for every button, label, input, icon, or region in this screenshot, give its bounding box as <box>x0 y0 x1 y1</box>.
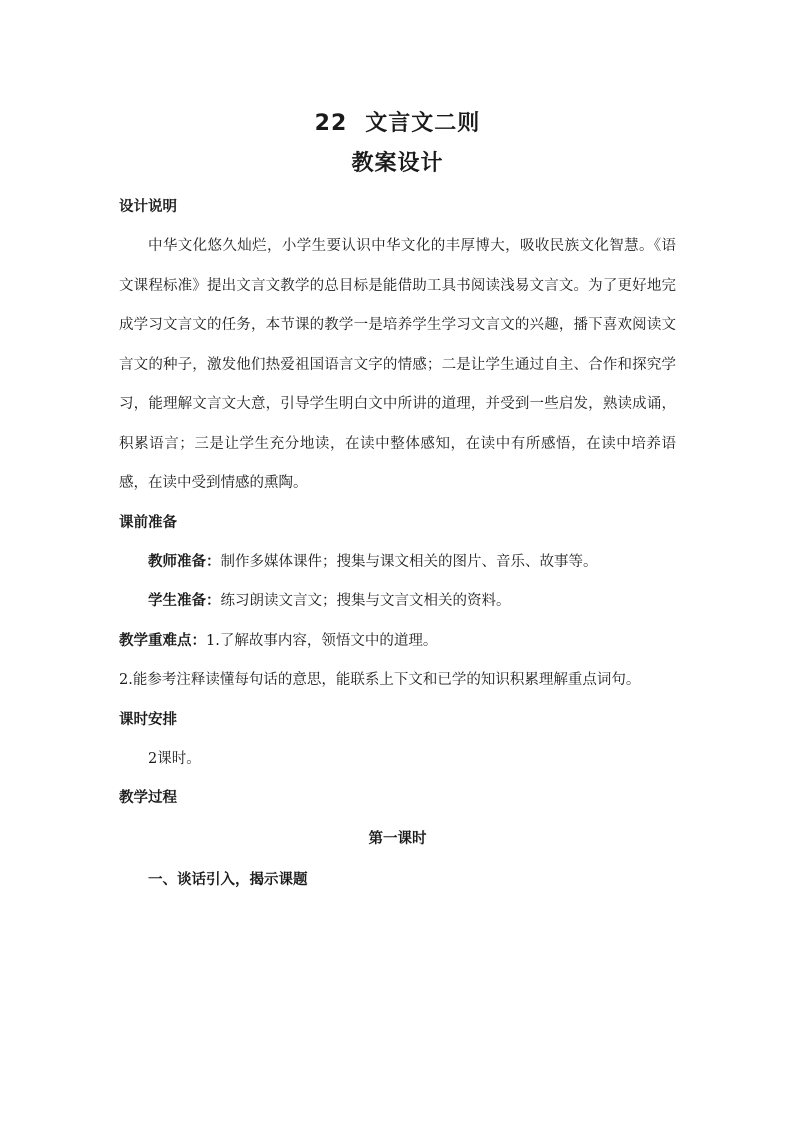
key-point-2: 2.能参考注释读懂每句话的意思，能联系上下文和已学的知识积累理解重点词句。 <box>119 672 641 688</box>
student-preparation <box>119 582 676 622</box>
teacher-preparation-label: 教师准备： <box>148 553 221 570</box>
design-note-heading: 设计说明 <box>119 199 177 215</box>
schedule-heading: 课时安排 <box>119 711 177 728</box>
lesson-title <box>119 106 676 142</box>
schedule-text: 2课时。 <box>148 750 201 767</box>
process-heading: 教学过程 <box>119 790 177 806</box>
step-1-heading: 一、谈话引入，揭示课题 <box>148 872 308 888</box>
preparation-heading: 课前准备 <box>119 514 177 531</box>
first-lesson-title: 第一课时 <box>368 831 427 847</box>
lesson-title-text: 文言文二则 <box>365 111 481 136</box>
key-points-line-1 <box>119 622 676 662</box>
document-subtitle: 教案设计 <box>351 151 444 176</box>
teacher-preparation-text: 制作多媒体课件；搜集与课文相关的图片、音乐、故事等。 <box>220 553 598 570</box>
teacher-preparation <box>119 543 676 583</box>
key-point-1: 1.了解故事内容，领悟文中的道理。 <box>206 632 438 649</box>
key-points-label: 教学重难点： <box>119 632 206 649</box>
design-note-body: 中华文化悠久灿烂，小学生要认识中华文化的丰厚博大，吸收民族文化智慧。《语文课程标准》提出文言文教学的总目标是能借助工具书阅读浅易文言文。为了更好地完成学习文言文的任务，本节课的教学一是培养学生学习文言文的兴趣，播下喜欢阅读文言文的种子，激发他们热爱祖国语言文字的情感；二是让学生通过自主、合作和探究学习，能理解文言文大意，引导学生明白文中所讲的道理，并受到一些启发，熟读成诵，积累语言；三是让学生充分地读，在读中整体感知，在读中有所感悟，在读中培养语感，在读中受到情感的熏陶。 <box>119 238 676 491</box>
lesson-number: 22 <box>314 111 348 136</box>
student-preparation-label: 学生准备： <box>148 593 221 609</box>
student-preparation-text: 练习朗读文言文；搜集与文言文相关的资料。 <box>220 593 511 609</box>
